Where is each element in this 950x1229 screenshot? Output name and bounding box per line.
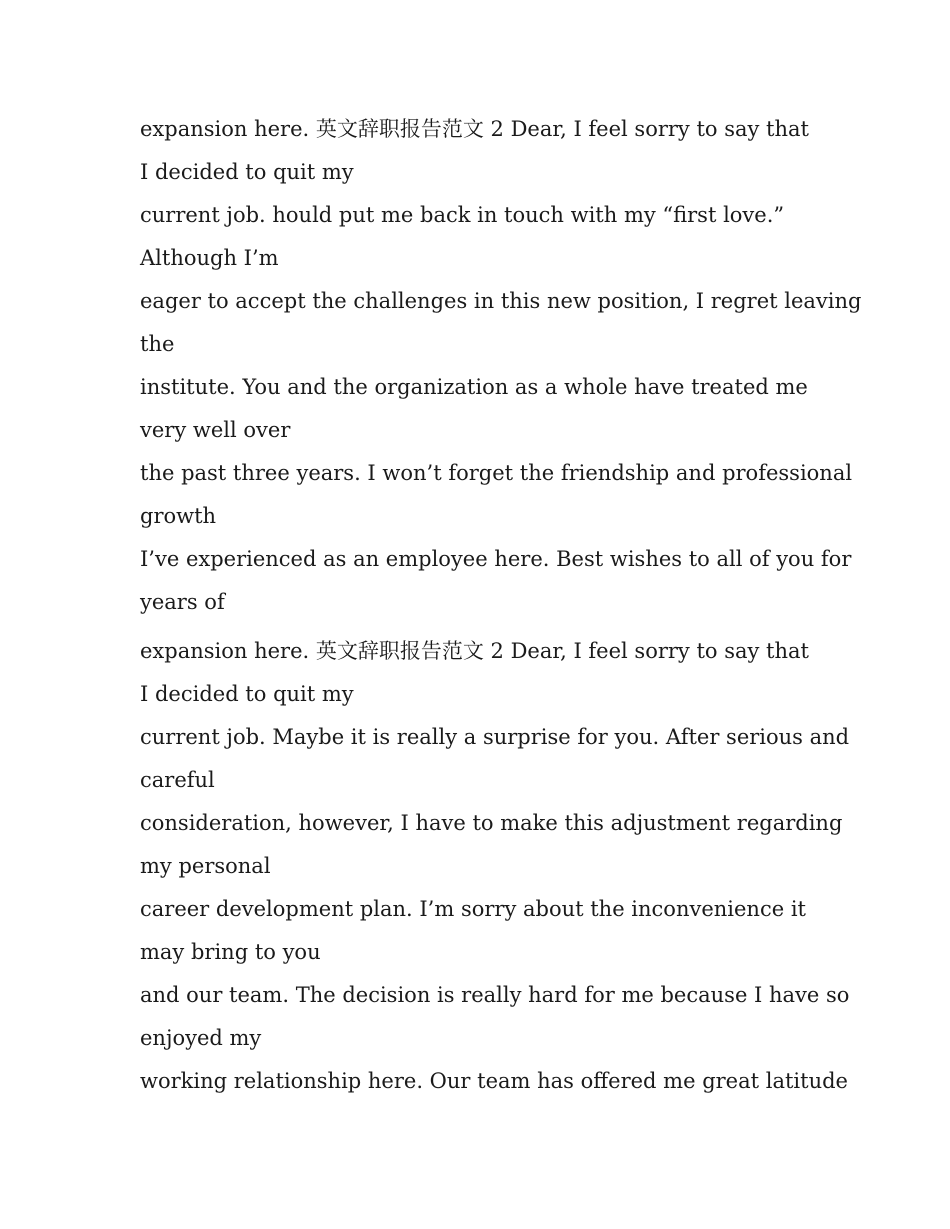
text-line: may bring to you [140, 940, 321, 964]
text-line: Although I’m [140, 246, 279, 270]
text-line: career development plan. I’m sorry about the inconvenience it [140, 897, 806, 921]
text-line: institute. You and the organization as a whole have treated me [140, 375, 808, 399]
text-block-1 [140, 108, 862, 624]
text-line: the [140, 332, 175, 356]
text-line: I’ve experienced as an employee here. Best wishes to all of you for [140, 547, 852, 571]
text-line: current job. Maybe it is really a surprise for you. After serious and [140, 725, 850, 749]
text-line: years of [140, 590, 225, 614]
text-line: I decided to quit my [140, 682, 354, 706]
text-line: the past three years. I won’t forget the friendship and professional [140, 461, 853, 485]
text-block-2 [140, 630, 850, 1103]
text-line: growth [140, 504, 217, 528]
text-line: eager to accept the challenges in this new position, I regret leaving [140, 289, 862, 313]
text-line: working relationship here. Our team has offered me great latitude [140, 1069, 848, 1093]
text-line: consideration, however, I have to make this adjustment regarding [140, 811, 843, 835]
text-line: I decided to quit my [140, 160, 354, 184]
text-line: expansion here. 英文辞职报告范文 2 Dear, I feel sorry to say that [140, 117, 809, 141]
text-line: current job. hould put me back in touch with my “first love.” [140, 203, 785, 227]
text-line: and our team. The decision is really hard for me because I have so [140, 983, 850, 1007]
text-line: expansion here. 英文辞职报告范文 2 Dear, I feel sorry to say that [140, 639, 809, 663]
text-line: very well over [140, 418, 291, 442]
text-line: my personal [140, 854, 271, 878]
text-line: enjoyed my [140, 1026, 262, 1050]
text-line: careful [140, 768, 215, 792]
